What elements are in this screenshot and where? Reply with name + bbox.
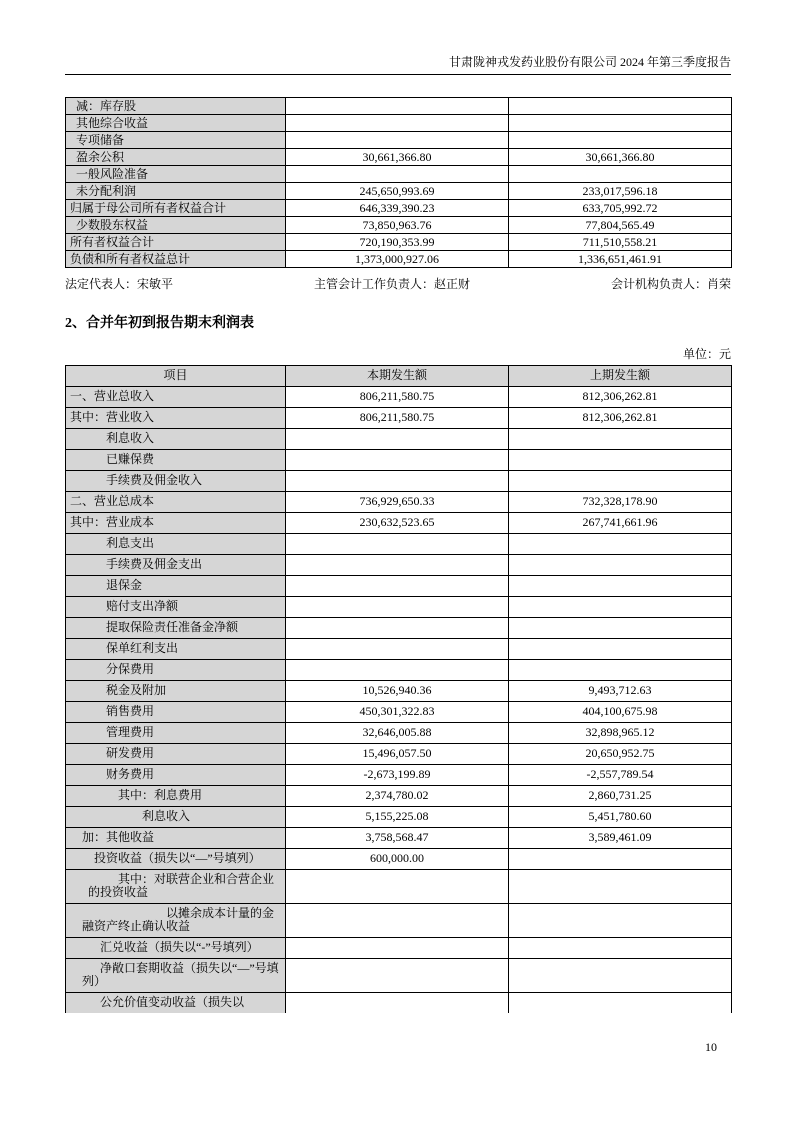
- current-period-value: [286, 660, 509, 681]
- prior-period-value: [509, 555, 732, 576]
- item-label: 公允价值变动收益（损失以: [66, 993, 286, 1014]
- income-table-row: [66, 471, 732, 492]
- income-table-row: [66, 534, 732, 555]
- prior-period-value: [509, 429, 732, 450]
- column-header-prior-period: 上期发生额: [509, 366, 732, 387]
- item-label: 其他综合收益: [66, 115, 286, 132]
- item-label: 少数股东权益: [66, 217, 286, 234]
- current-period-value: [286, 166, 509, 183]
- prior-period-value: 2,860,731.25: [509, 786, 732, 807]
- income-table-row: [66, 492, 732, 513]
- income-table-row: [66, 702, 732, 723]
- item-label: 以摊余成本计量的金融资产终止确认收益: [66, 904, 286, 938]
- income-table-row: [66, 807, 732, 828]
- current-period-value: 3,758,568.47: [286, 828, 509, 849]
- item-label: 归属于母公司所有者权益合计: [66, 200, 286, 217]
- income-table-row: [66, 744, 732, 765]
- current-period-value: [286, 450, 509, 471]
- current-period-value: 15,496,057.50: [286, 744, 509, 765]
- income-table-row: [66, 387, 732, 408]
- item-label: 利息收入: [66, 807, 286, 828]
- report-header-title: 甘肃陇神戎发药业股份有限公司 2024 年第三季度报告: [448, 55, 731, 69]
- income-table-row: [66, 904, 732, 938]
- income-table-row: [66, 513, 732, 534]
- legal-representative: 法定代表人：宋敏平: [65, 277, 174, 291]
- item-label: 财务费用: [66, 765, 286, 786]
- current-period-value: 2,374,780.02: [286, 786, 509, 807]
- income-table-row: [66, 660, 732, 681]
- current-period-value: -2,673,199.89: [286, 765, 509, 786]
- prior-period-value: 5,451,780.60: [509, 807, 732, 828]
- current-period-value: [286, 870, 509, 904]
- current-period-value: 806,211,580.75: [286, 387, 509, 408]
- prior-period-value: [509, 904, 732, 938]
- prior-period-value: [509, 450, 732, 471]
- item-label: 加：其他收益: [66, 828, 286, 849]
- income-table-row: [66, 993, 732, 1014]
- current-period-value: 450,301,322.83: [286, 702, 509, 723]
- current-period-value: [286, 555, 509, 576]
- prior-period-value: 732,328,178.90: [509, 492, 732, 513]
- page-header: [65, 55, 731, 75]
- income-table-body: [66, 387, 732, 1014]
- prior-period-value: 812,306,262.81: [509, 387, 732, 408]
- item-label: 其中：利息费用: [66, 786, 286, 807]
- item-label: 一般风险准备: [66, 166, 286, 183]
- prior-period-value: 20,650,952.75: [509, 744, 732, 765]
- income-table-row: [66, 828, 732, 849]
- equity-table-row: [66, 200, 732, 217]
- item-label: 投资收益（损失以“—”号填列）: [66, 849, 286, 870]
- prior-period-value: 1,336,651,461.91: [509, 251, 732, 268]
- equity-table-row: [66, 98, 732, 115]
- item-label: 销售费用: [66, 702, 286, 723]
- current-period-value: [286, 429, 509, 450]
- current-period-value: 736,929,650.33: [286, 492, 509, 513]
- chief-accountant: 主管会计工作负责人：赵正财: [313, 277, 470, 291]
- page-number: 10: [705, 1040, 717, 1054]
- item-label: 研发费用: [66, 744, 286, 765]
- item-label: 提取保险责任准备金净额: [66, 618, 286, 639]
- prior-period-value: [509, 471, 732, 492]
- prior-period-value: 30,661,366.80: [509, 149, 732, 166]
- current-period-value: 73,850,963.76: [286, 217, 509, 234]
- item-label: 盈余公积: [66, 149, 286, 166]
- item-label: 税金及附加: [66, 681, 286, 702]
- current-period-value: 806,211,580.75: [286, 408, 509, 429]
- equity-table-row: [66, 166, 732, 183]
- current-period-value: 5,155,225.08: [286, 807, 509, 828]
- current-period-value: [286, 115, 509, 132]
- equity-table-row: [66, 149, 732, 166]
- equity-table-row: [66, 251, 732, 268]
- item-label: 汇兑收益（损失以“-”号填列）: [66, 938, 286, 959]
- income-table-row: [66, 681, 732, 702]
- equity-table-row: [66, 183, 732, 200]
- prior-period-value: 3,589,461.09: [509, 828, 732, 849]
- income-table-row: [66, 639, 732, 660]
- item-label: 利息支出: [66, 534, 286, 555]
- unit-note: 单位：元: [682, 347, 731, 361]
- equity-table-row: [66, 132, 732, 149]
- current-period-value: [286, 132, 509, 149]
- current-period-value: [286, 618, 509, 639]
- prior-period-value: [509, 660, 732, 681]
- income-table-row: [66, 938, 732, 959]
- prior-period-value: [509, 959, 732, 993]
- prior-period-value: [509, 639, 732, 660]
- income-table-row: [66, 576, 732, 597]
- current-period-value: 1,373,000,927.06: [286, 251, 509, 268]
- item-label: 分保费用: [66, 660, 286, 681]
- prior-period-value: 233,017,596.18: [509, 183, 732, 200]
- accounting-dept-head: 会计机构负责人：肖荣: [610, 277, 731, 291]
- item-label: 专项储备: [66, 132, 286, 149]
- income-table-row: [66, 723, 732, 744]
- item-label: 赔付支出净额: [66, 597, 286, 618]
- current-period-value: [286, 576, 509, 597]
- prior-period-value: [509, 132, 732, 149]
- current-period-value: 32,646,005.88: [286, 723, 509, 744]
- prior-period-value: 633,705,992.72: [509, 200, 732, 217]
- equity-table-row: [66, 217, 732, 234]
- income-table-header-row: [66, 366, 732, 387]
- current-period-value: 646,339,390.23: [286, 200, 509, 217]
- income-table-row: [66, 450, 732, 471]
- prior-period-value: 404,100,675.98: [509, 702, 732, 723]
- item-label: 一、营业总收入: [66, 387, 286, 408]
- income-table-row: [66, 786, 732, 807]
- income-table-row: [66, 849, 732, 870]
- item-label: 保单红利支出: [66, 639, 286, 660]
- item-label: 利息收入: [66, 429, 286, 450]
- item-label: 其中：对联营企业和合营企业的投资收益: [66, 870, 286, 904]
- item-label: 负债和所有者权益总计: [66, 251, 286, 268]
- current-period-value: 720,190,353.99: [286, 234, 509, 251]
- current-period-value: [286, 993, 509, 1014]
- prior-period-value: -2,557,789.54: [509, 765, 732, 786]
- item-label: 已赚保费: [66, 450, 286, 471]
- prior-period-value: 711,510,558.21: [509, 234, 732, 251]
- income-table-row: [66, 618, 732, 639]
- signatory-line: [65, 277, 731, 291]
- income-table-row: [66, 408, 732, 429]
- column-header-current-period: 本期发生额: [286, 366, 509, 387]
- income-table-row: [66, 870, 732, 904]
- income-statement-table: [65, 365, 732, 1013]
- item-label: 二、营业总成本: [66, 492, 286, 513]
- equity-table: [65, 97, 732, 268]
- equity-table-row: [66, 115, 732, 132]
- item-label: 其中：营业收入: [66, 408, 286, 429]
- item-label: 管理费用: [66, 723, 286, 744]
- current-period-value: [286, 959, 509, 993]
- income-table-row: [66, 597, 732, 618]
- current-period-value: 30,661,366.80: [286, 149, 509, 166]
- current-period-value: [286, 534, 509, 555]
- item-label: 退保金: [66, 576, 286, 597]
- item-label: 净敞口套期收益（损失以“—”号填列）: [66, 959, 286, 993]
- item-label: 未分配利润: [66, 183, 286, 200]
- prior-period-value: [509, 576, 732, 597]
- item-label: 手续费及佣金支出: [66, 555, 286, 576]
- prior-period-value: [509, 870, 732, 904]
- prior-period-value: [509, 993, 732, 1014]
- current-period-value: [286, 639, 509, 660]
- prior-period-value: 267,741,661.96: [509, 513, 732, 534]
- current-period-value: [286, 597, 509, 618]
- prior-period-value: [509, 115, 732, 132]
- column-header-item: 项目: [66, 366, 286, 387]
- income-table-row: [66, 429, 732, 450]
- section-title: 2、合并年初到报告期末利润表: [65, 316, 254, 331]
- current-period-value: [286, 904, 509, 938]
- prior-period-value: 77,804,565.49: [509, 217, 732, 234]
- equity-table-row: [66, 234, 732, 251]
- prior-period-value: [509, 849, 732, 870]
- income-table-row: [66, 555, 732, 576]
- item-label: 减：库存股: [66, 98, 286, 115]
- prior-period-value: 9,493,712.63: [509, 681, 732, 702]
- current-period-value: 10,526,940.36: [286, 681, 509, 702]
- income-table-row: [66, 765, 732, 786]
- prior-period-value: [509, 618, 732, 639]
- prior-period-value: [509, 166, 732, 183]
- item-label: 所有者权益合计: [66, 234, 286, 251]
- prior-period-value: 812,306,262.81: [509, 408, 732, 429]
- current-period-value: [286, 98, 509, 115]
- prior-period-value: [509, 597, 732, 618]
- income-table-row: [66, 959, 732, 993]
- current-period-value: [286, 471, 509, 492]
- current-period-value: 230,632,523.65: [286, 513, 509, 534]
- item-label: 其中：营业成本: [66, 513, 286, 534]
- prior-period-value: [509, 534, 732, 555]
- current-period-value: 245,650,993.69: [286, 183, 509, 200]
- prior-period-value: [509, 938, 732, 959]
- prior-period-value: 32,898,965.12: [509, 723, 732, 744]
- current-period-value: 600,000.00: [286, 849, 509, 870]
- current-period-value: [286, 938, 509, 959]
- equity-table-body: [66, 98, 732, 268]
- prior-period-value: [509, 98, 732, 115]
- item-label: 手续费及佣金收入: [66, 471, 286, 492]
